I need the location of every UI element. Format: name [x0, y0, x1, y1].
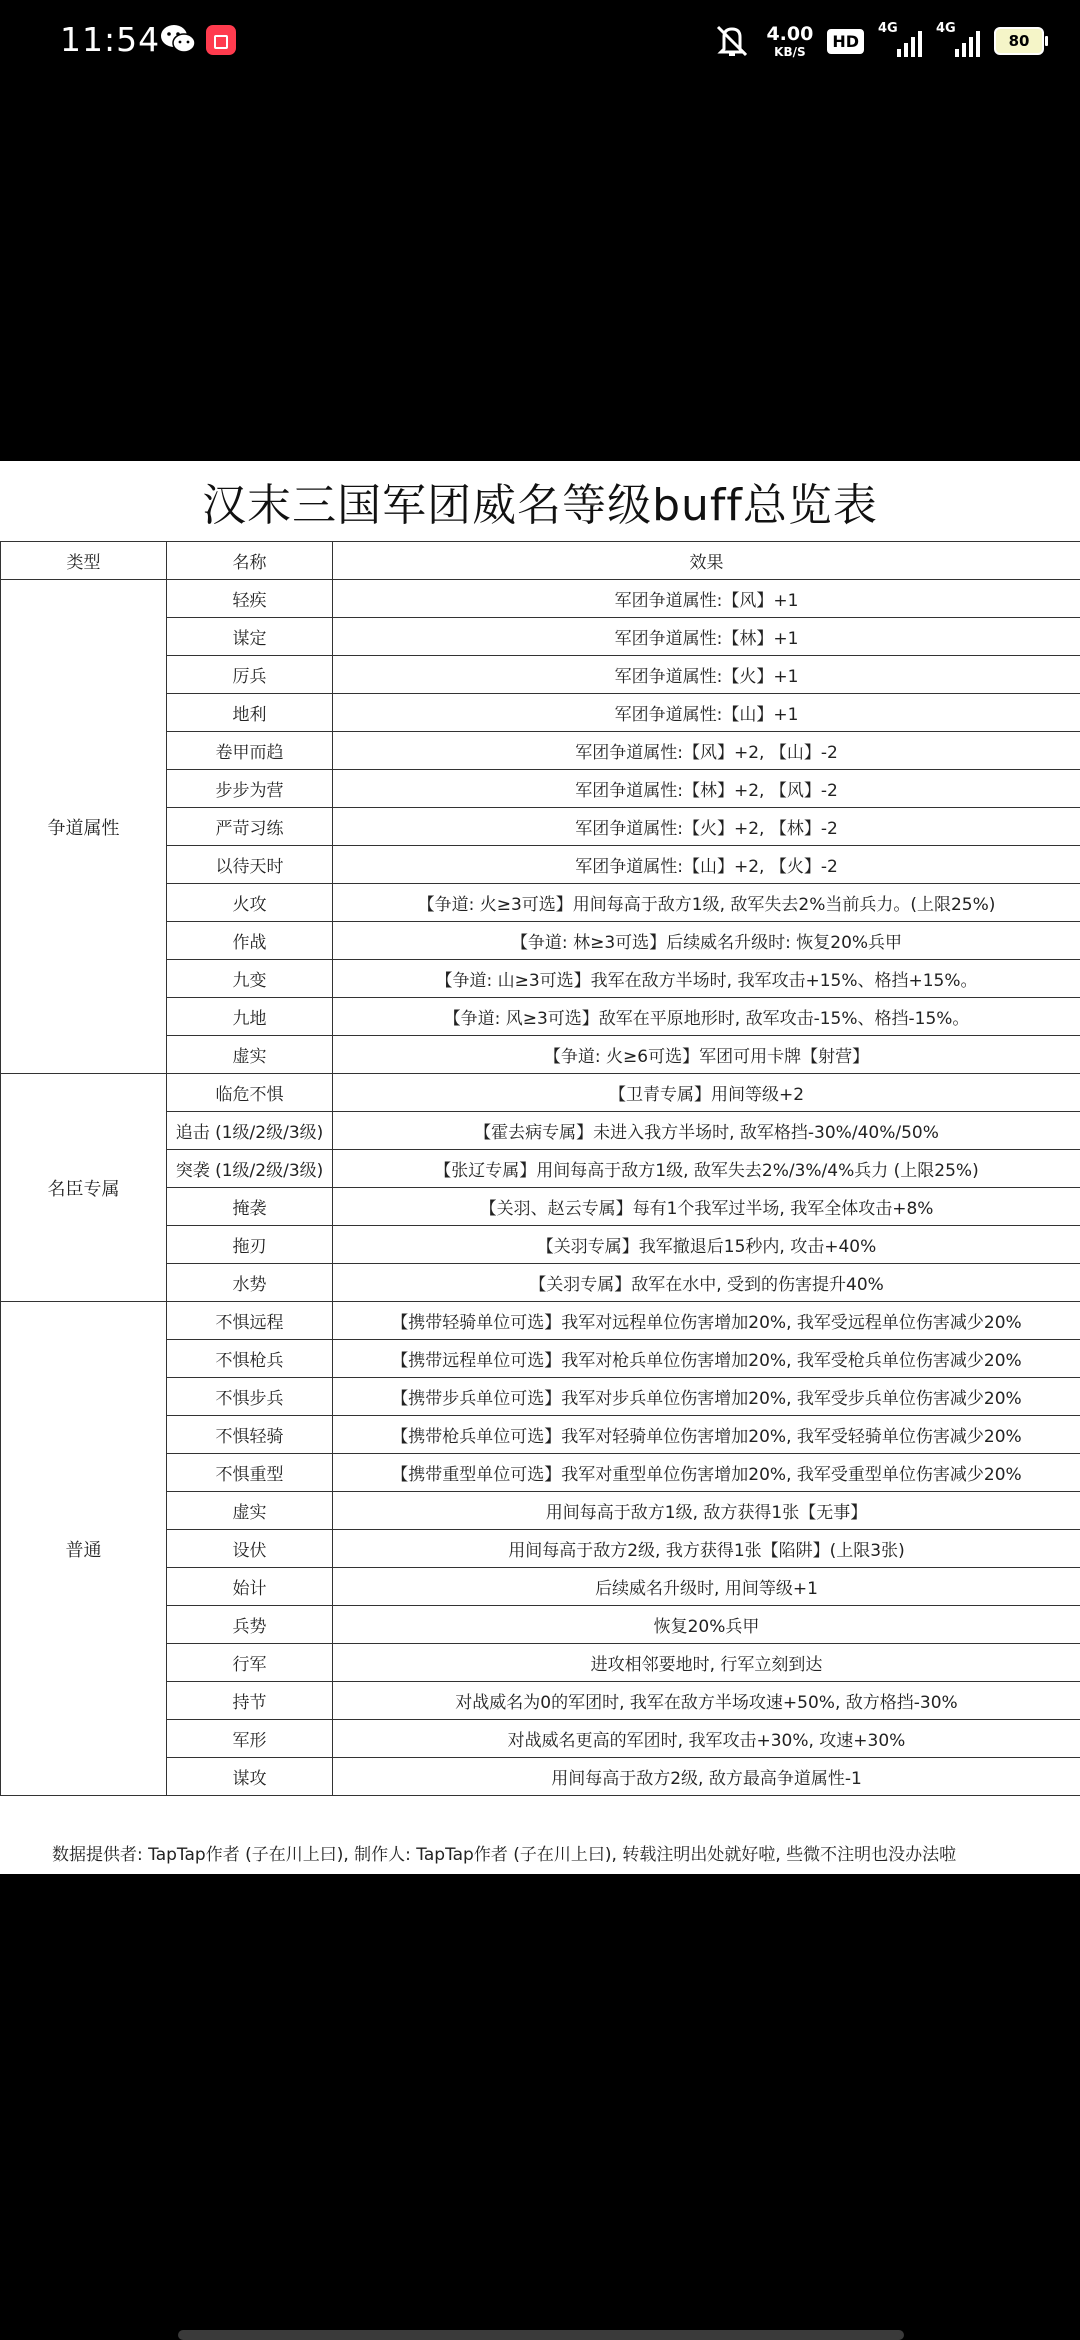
- buff-effect-cell: 【关羽、赵云专属】每有1个我军过半场, 我军全体攻击+8%: [333, 1188, 1080, 1226]
- buff-effect-cell: 【卫青专属】用间等级+2: [333, 1074, 1080, 1112]
- signal-label-2: 4G: [936, 21, 956, 36]
- header-type: 类型: [1, 542, 167, 580]
- table-body: [1, 580, 1080, 1796]
- buff-name-cell: 九变: [167, 960, 333, 998]
- buff-effect-cell: 军团争道属性:【风】+1: [333, 580, 1080, 618]
- header-effect: 效果: [333, 542, 1080, 580]
- buff-effect-cell: 军团争道属性:【林】+2, 【风】-2: [333, 770, 1080, 808]
- battery-icon: 80: [994, 27, 1044, 55]
- buff-name-cell: 不惧重型: [167, 1454, 333, 1492]
- signal-icon-2: [936, 23, 980, 59]
- buff-name-cell: 厉兵: [167, 656, 333, 694]
- buff-name-cell: 不惧枪兵: [167, 1340, 333, 1378]
- buff-effect-cell: 【争道: 火≥6可选】军团可用卡牌【射营】: [333, 1036, 1080, 1074]
- buff-effect-cell: 【携带远程单位可选】我军对枪兵单位伤害增加20%, 我军受枪兵单位伤害减少20%: [333, 1340, 1080, 1378]
- buff-effect-cell: 对战威名为0的军团时, 我军在敌方半场攻速+50%, 敌方格挡-30%: [333, 1682, 1080, 1720]
- buff-name-cell: 持节: [167, 1682, 333, 1720]
- buff-effect-cell: 【携带枪兵单位可选】我军对轻骑单位伤害增加20%, 我军受轻骑单位伤害减少20%: [333, 1416, 1080, 1454]
- buff-effect-cell: 军团争道属性:【火】+2, 【林】-2: [333, 808, 1080, 846]
- buff-effect-cell: 用间每高于敌方1级, 敌方获得1张【无事】: [333, 1492, 1080, 1530]
- category-cell: 普通: [1, 1302, 167, 1796]
- buff-effect-cell: 军团争道属性:【山】+2, 【火】-2: [333, 846, 1080, 884]
- buff-name-cell: 临危不惧: [167, 1074, 333, 1112]
- buff-table-image[interactable]: [0, 461, 1080, 1874]
- category-cell: 争道属性: [1, 580, 167, 1074]
- footer-note: 数据提供者: TapTap作者 (子在川上曰), 制作人: TapTap作者 (子在川上曰), 转载注明出处就好啦, 些微不注明也没办法啦: [52, 1845, 957, 1865]
- signal-label: 4G: [878, 21, 898, 36]
- buff-effect-cell: 【关羽专属】我军撤退后15秒内, 攻击+40%: [333, 1226, 1080, 1264]
- buff-name-cell: 行军: [167, 1644, 333, 1682]
- buff-name-cell: 卷甲而趋: [167, 732, 333, 770]
- buff-effect-cell: 军团争道属性:【火】+1: [333, 656, 1080, 694]
- net-speed-unit: KB/S: [774, 44, 806, 59]
- buff-name-cell: 不惧远程: [167, 1302, 333, 1340]
- buff-name-cell: 九地: [167, 998, 333, 1036]
- table-header-row: [1, 542, 1080, 580]
- status-bar: [0, 0, 1080, 82]
- table-row: [1, 580, 1080, 618]
- buff-effect-cell: 军团争道属性:【山】+1: [333, 694, 1080, 732]
- buff-name-cell: 作战: [167, 922, 333, 960]
- buff-name-cell: 设伏: [167, 1530, 333, 1568]
- buff-name-cell: 拖刃: [167, 1226, 333, 1264]
- buff-effect-cell: 【关羽专属】敌军在水中, 受到的伤害提升40%: [333, 1264, 1080, 1302]
- buff-name-cell: 虚实: [167, 1036, 333, 1074]
- buff-effect-cell: 【争道: 林≥3可选】后续威名升级时: 恢复20%兵甲: [333, 922, 1080, 960]
- buff-name-cell: 不惧轻骑: [167, 1416, 333, 1454]
- net-speed-value: 4.00: [766, 22, 814, 45]
- buff-effect-cell: 军团争道属性:【风】+2, 【山】-2: [333, 732, 1080, 770]
- table-title: 汉末三国军团威名等级buff总览表: [202, 480, 878, 531]
- wechat-icon: [160, 24, 196, 54]
- buff-name-cell: 掩袭: [167, 1188, 333, 1226]
- buff-effect-cell: 进攻相邻要地时, 行军立刻到达: [333, 1644, 1080, 1682]
- buff-effect-cell: 【争道: 山≥3可选】我军在敌方半场时, 我军攻击+15%、格挡+15%。: [333, 960, 1080, 998]
- buff-name-cell: 谋定: [167, 618, 333, 656]
- buff-name-cell: 军形: [167, 1720, 333, 1758]
- buff-effect-cell: 【携带步兵单位可选】我军对步兵单位伤害增加20%, 我军受步兵单位伤害减少20%: [333, 1378, 1080, 1416]
- net-speed: [766, 22, 814, 59]
- mute-icon: [712, 23, 752, 59]
- status-right-group: [712, 16, 1044, 66]
- screen-record-icon: [206, 25, 236, 55]
- buff-name-cell: 以待天时: [167, 846, 333, 884]
- buff-effect-cell: 对战威名更高的军团时, 我军攻击+30%, 攻速+30%: [333, 1720, 1080, 1758]
- table-row: [1, 1074, 1080, 1112]
- buff-name-cell: 追击 (1级/2级/3级): [167, 1112, 333, 1150]
- buff-effect-cell: 【携带重型单位可选】我军对重型单位伤害增加20%, 我军受重型单位伤害减少20%: [333, 1454, 1080, 1492]
- hd-badge: HD: [827, 29, 864, 54]
- buff-effect-cell: 恢复20%兵甲: [333, 1606, 1080, 1644]
- buff-effect-cell: 用间每高于敌方2级, 敌方最高争道属性-1: [333, 1758, 1080, 1796]
- buff-name-cell: 突袭 (1级/2级/3级): [167, 1150, 333, 1188]
- buff-name-cell: 严苛习练: [167, 808, 333, 846]
- buff-name-cell: 虚实: [167, 1492, 333, 1530]
- table-row: [1, 1302, 1080, 1340]
- buff-table: [0, 541, 1080, 1796]
- buff-name-cell: 兵势: [167, 1606, 333, 1644]
- buff-effect-cell: 【张辽专属】用间每高于敌方1级, 敌军失去2%/3%/4%兵力 (上限25%): [333, 1150, 1080, 1188]
- signal-icon: [878, 23, 922, 59]
- buff-effect-cell: 后续威名升级时, 用间等级+1: [333, 1568, 1080, 1606]
- buff-effect-cell: 【霍去病专属】未进入我方半场时, 敌军格挡-30%/40%/50%: [333, 1112, 1080, 1150]
- buff-effect-cell: 军团争道属性:【林】+1: [333, 618, 1080, 656]
- category-cell: 名臣专属: [1, 1074, 167, 1302]
- buff-name-cell: 不惧步兵: [167, 1378, 333, 1416]
- buff-name-cell: 步步为营: [167, 770, 333, 808]
- buff-name-cell: 谋攻: [167, 1758, 333, 1796]
- buff-effect-cell: 【携带轻骑单位可选】我军对远程单位伤害增加20%, 我军受远程单位伤害减少20%: [333, 1302, 1080, 1340]
- buff-effect-cell: 【争道: 火≥3可选】用间每高于敌方1级, 敌军失去2%当前兵力。(上限25%): [333, 884, 1080, 922]
- buff-name-cell: 轻疾: [167, 580, 333, 618]
- buff-name-cell: 地利: [167, 694, 333, 732]
- buff-name-cell: 火攻: [167, 884, 333, 922]
- buff-effect-cell: 用间每高于敌方2级, 我方获得1张【陷阱】(上限3张): [333, 1530, 1080, 1568]
- buff-effect-cell: 【争道: 风≥3可选】敌军在平原地形时, 敌军攻击-15%、格挡-15%。: [333, 998, 1080, 1036]
- buff-name-cell: 水势: [167, 1264, 333, 1302]
- status-time: 11:54: [60, 20, 161, 59]
- home-indicator[interactable]: [178, 2330, 904, 2340]
- buff-name-cell: 始计: [167, 1568, 333, 1606]
- header-name: 名称: [167, 542, 333, 580]
